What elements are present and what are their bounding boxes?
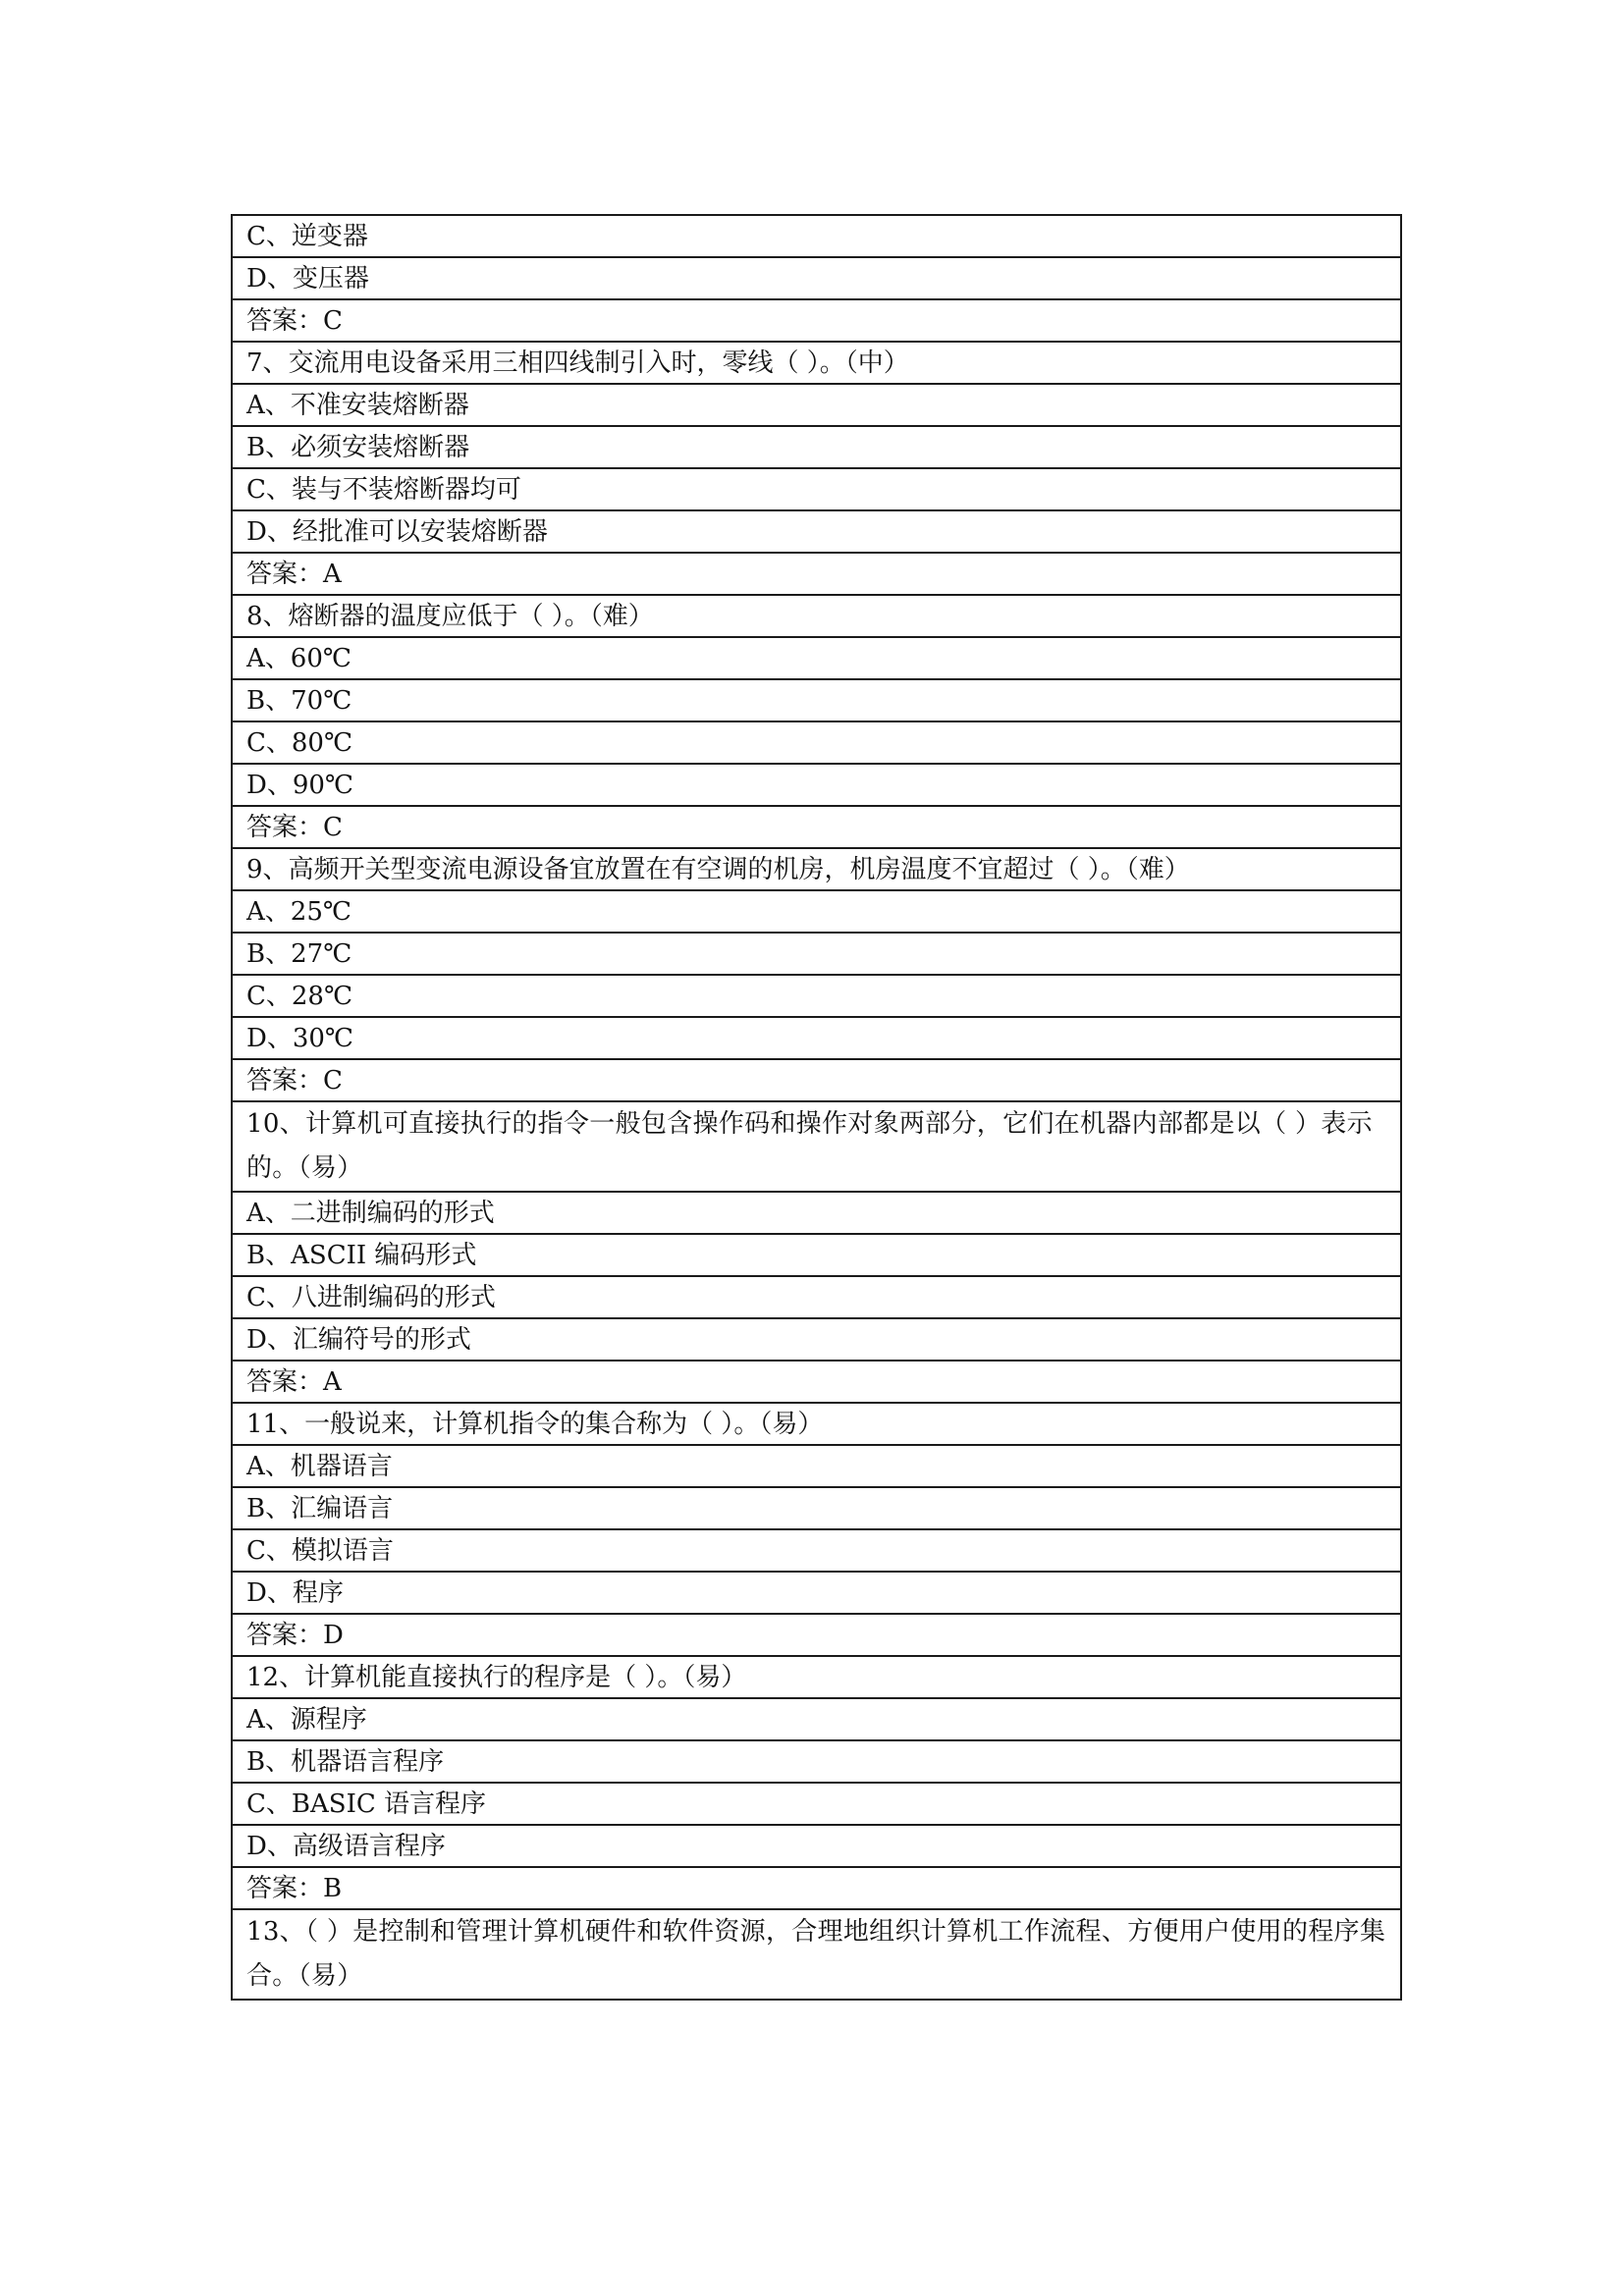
table-cell: 11、一般说来，计算机指令的集合称为（ ）。（易） [232,1403,1401,1445]
table-cell: B、27℃ [232,933,1401,975]
table-row [232,1361,1401,1403]
table-cell: A、机器语言 [232,1445,1401,1487]
table-cell: B、汇编语言 [232,1487,1401,1529]
table-row [232,384,1401,426]
table-cell: D、程序 [232,1572,1401,1614]
table-cell: 答案：B [232,1867,1401,1909]
table-cell: 13、（ ）是控制和管理计算机硬件和软件资源，合理地组织计算机工作流程、方便用户使用的程序集合。（易） [232,1909,1401,2000]
table-cell: D、高级语言程序 [232,1825,1401,1867]
table-cell: B、机器语言程序 [232,1740,1401,1783]
table-row [232,848,1401,890]
table-cell: C、装与不装熔断器均可 [232,468,1401,510]
table-row [232,1403,1401,1445]
table-cell: D、变压器 [232,257,1401,299]
table-cell: A、源程序 [232,1698,1401,1740]
table-row [232,1740,1401,1783]
table-row [232,257,1401,299]
table-row [232,1017,1401,1059]
table-row [232,1572,1401,1614]
table-row [232,1825,1401,1867]
table-cell: A、不准安装熔断器 [232,384,1401,426]
table-row [232,1192,1401,1234]
table-cell: 8、熔断器的温度应低于（ ）。（难） [232,595,1401,637]
table-row [232,1783,1401,1825]
table-cell: B、必须安装熔断器 [232,426,1401,468]
table-row [232,764,1401,806]
table-row [232,1529,1401,1572]
table-cell: A、60℃ [232,637,1401,679]
table-row [232,1276,1401,1318]
table-row [232,1101,1401,1192]
table-cell: C、八进制编码的形式 [232,1276,1401,1318]
table-row [232,215,1401,257]
table-cell: 答案：A [232,553,1401,595]
table-row [232,1614,1401,1656]
table-cell: D、经批准可以安装熔断器 [232,510,1401,553]
table-cell: C、逆变器 [232,215,1401,257]
table-row [232,1698,1401,1740]
table-cell: B、70℃ [232,679,1401,721]
table-row [232,933,1401,975]
table-cell: A、二进制编码的形式 [232,1192,1401,1234]
table-row [232,1867,1401,1909]
table-cell: D、90℃ [232,764,1401,806]
table-cell: C、模拟语言 [232,1529,1401,1572]
table-cell: C、28℃ [232,975,1401,1017]
table-row [232,468,1401,510]
table-row [232,342,1401,384]
table-cell: 7、交流用电设备采用三相四线制引入时，零线（ ）。（中） [232,342,1401,384]
table-row [232,1318,1401,1361]
question-table-body [232,215,1401,2000]
table-cell: C、BASIC 语言程序 [232,1783,1401,1825]
table-cell: 10、计算机可直接执行的指令一般包含操作码和操作对象两部分，它们在机器内部都是以（ ）表示的。（易） [232,1101,1401,1192]
table-cell: 答案：A [232,1361,1401,1403]
table-cell: D、汇编符号的形式 [232,1318,1401,1361]
table-cell: 12、计算机能直接执行的程序是（ ）。（易） [232,1656,1401,1698]
table-cell: 9、高频开关型变流电源设备宜放置在有空调的机房，机房温度不宜超过（ ）。（难） [232,848,1401,890]
table-row [232,637,1401,679]
table-cell: 答案：C [232,806,1401,848]
table-row [232,299,1401,342]
table-row [232,1656,1401,1698]
table-row [232,721,1401,764]
table-row [232,1487,1401,1529]
table-row [232,510,1401,553]
table-row [232,679,1401,721]
table-row [232,1059,1401,1101]
table-cell: 答案：D [232,1614,1401,1656]
table-row [232,595,1401,637]
table-row [232,426,1401,468]
table-row [232,890,1401,933]
table-row [232,1445,1401,1487]
table-cell: 答案：C [232,1059,1401,1101]
table-cell: A、25℃ [232,890,1401,933]
table-row [232,806,1401,848]
question-table [231,214,1402,2001]
table-row [232,1909,1401,2000]
table-row [232,553,1401,595]
table-row [232,975,1401,1017]
table-cell: D、30℃ [232,1017,1401,1059]
table-row [232,1234,1401,1276]
table-cell: C、80℃ [232,721,1401,764]
table-cell: B、ASCII 编码形式 [232,1234,1401,1276]
table-cell: 答案：C [232,299,1401,342]
